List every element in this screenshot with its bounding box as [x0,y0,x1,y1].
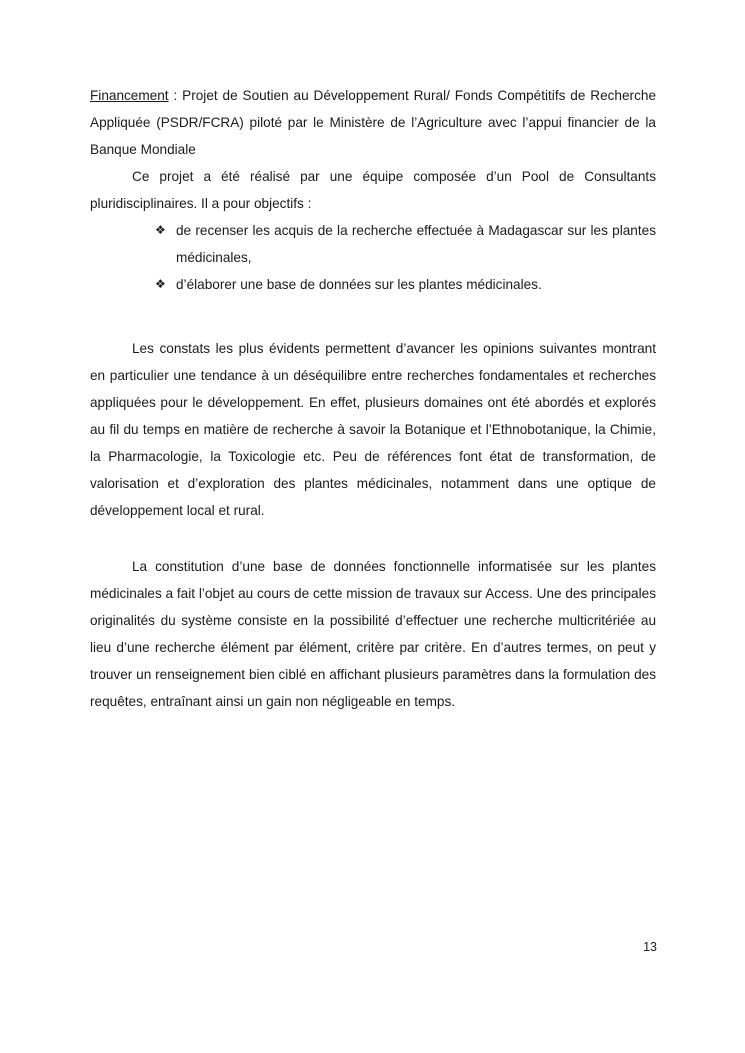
bullet-text: de recenser les acquis de la recherche effectuée à Madagascar sur les plantes médicinales, [176,223,656,265]
list-item [90,271,656,298]
paragraph-constitution: La constitution d’une base de données fonctionnelle informatisée sur les plantes médicinales a fait l’objet au cours de cette mission de travaux sur Access. Une des principales originalités du système consiste en la possibilité d’effectuer une recherche multicritériée au lieu d’une recherche élément par élément, critère par critère. En d’autres termes, on peut y trouver un renseignement bien ciblé en affichant plusieurs paramètres dans la formulation des requêtes, entraînant ainsi un gain non négligeable en temps. [90,559,656,709]
financement-text: Projet de Soutien au Développement Rural/ Fonds Compétitifs de Recherche Appliquée (PSDR/FCRA) piloté par le Ministère de l’Agriculture avec l’appui financier de la Banque Mondiale [90,88,657,157]
blank-line [90,524,656,553]
objectives-list [90,217,656,298]
diamond-bullet-icon: ❖ [155,277,166,291]
page-number: 13 [643,940,657,954]
document-content [90,82,656,715]
financement-separator: : [168,88,183,103]
blank-line [90,298,656,335]
paragraph-financement [90,82,656,163]
financement-label: Financement [90,88,169,103]
diamond-bullet-icon: ❖ [155,223,166,237]
list-item [90,217,656,271]
paragraph-projet: Ce projet a été réalisé par une équipe composée d’un Pool de Consultants pluridisciplinaires. Il a pour objectifs : [90,169,656,211]
bullet-text: d’élaborer une base de données sur les plantes médicinales. [176,277,542,292]
paragraph-constats: Les constats les plus évidents permettent d’avancer les opinions suivantes montrant en particulier une tendance à un déséquilibre entre recherches fondamentales et recherches appliquées pour le développement. En effet, plusieurs domaines ont été abordés et explorés au fil du temps en matière de recherche à savoir la Botanique et l’Ethnobotanique, la Chimie, la Pharmacologie, la Toxicologie etc. Peu de références font état de transformation, de valorisation et d’exploration des plantes médicinales, notamment dans une optique de développement local et rural. [90,341,656,518]
